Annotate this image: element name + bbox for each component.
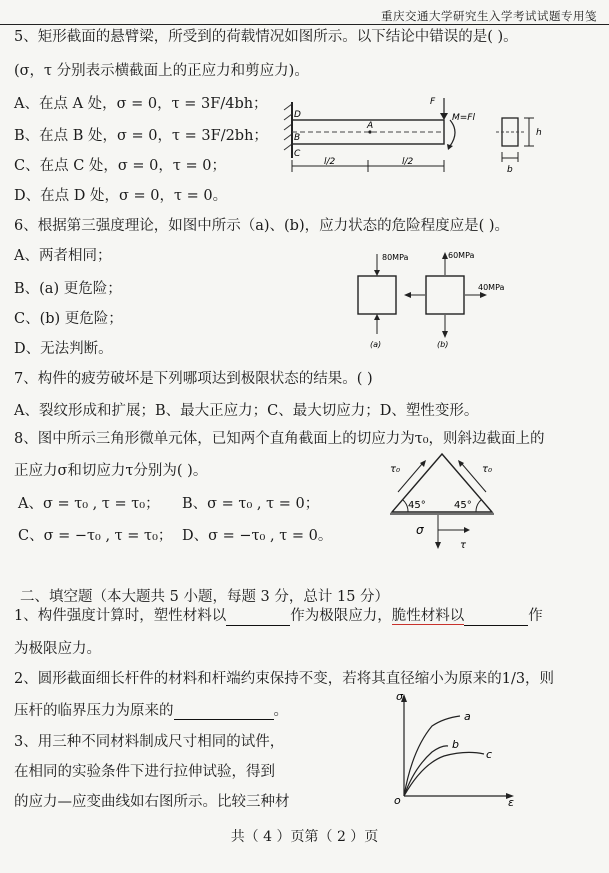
q6-label-b: (b) (437, 340, 449, 349)
curve-label-b: b (452, 738, 459, 751)
page-footer: 共（ 4 ）页第（ 2 ）页 (230, 829, 379, 845)
fill-q2-blank[interactable] (174, 705, 274, 720)
q5-option-d: D、在点 D 处，σ = 0，τ = 0。 (14, 188, 228, 204)
fill-q2-part2: 。 (273, 703, 288, 719)
q8-label-sigma: σ (416, 523, 424, 537)
section-2-title: 二、填空题（本大题共 5 小题，每题 3 分，总计 15 分） (20, 589, 390, 605)
q6-label-b-stress1: 60MPa (448, 251, 475, 260)
q5-label-half2: l/2 (402, 157, 414, 167)
q8-label-tau0-left: τ₀ (390, 464, 401, 475)
fill-q2-line2 (14, 702, 288, 720)
q8-option-d: D、σ = −τ₀ , τ = 0。 (182, 528, 333, 544)
q6-stress-figure (340, 250, 520, 355)
q8-triangle-figure (380, 450, 505, 560)
q8-stem-2: 正应力σ和切应力τ分别为( )。 (14, 463, 208, 479)
q5-option-c: C、在点 C 处，σ = 0，τ = 0； (14, 158, 227, 174)
fill-q2-part1: 压杆的临界压力为原来的 (14, 703, 174, 719)
q6-label-a-stress: 80MPa (382, 253, 409, 262)
q6-option-c: C、(b) 更危险； (14, 311, 123, 327)
fill-q1-blank1[interactable] (226, 611, 290, 626)
stress-strain-figure (380, 690, 530, 810)
q8-label-tau0-right: τ₀ (482, 464, 493, 475)
header-rule (0, 24, 609, 25)
fill-q1-part1: 1、构件强度计算时，塑性材料以 (14, 608, 227, 624)
q5-label-d: D (294, 110, 301, 120)
fill-q1-line1 (14, 607, 543, 626)
q5-option-b: B、在点 B 处，σ = 0，τ = 3F/2bh； (14, 128, 268, 144)
q6-stem: 6、根据第三强度理论，如图中所示（a)、(b)，应力状态的危险程度应是( )。 (14, 218, 510, 234)
q5-label-a: A (367, 121, 374, 131)
q8-option-b: B、σ = τ₀ , τ = 0； (182, 496, 320, 512)
q5-option-a: A、在点 A 处，σ = 0，τ = 3F/4bh； (14, 96, 268, 112)
q5-label-c: C (294, 149, 301, 159)
fill-q1-part2: 作为极限应力， (290, 608, 392, 624)
q5-label-moment: M=Fl (452, 113, 475, 123)
q8-option-c: C、σ = −τ₀ , τ = τ₀； (18, 528, 173, 544)
q5-stem: 5、矩形截面的悬臂梁，所受到的荷载情况如图所示。以下结论中错误的是( )。 (14, 29, 518, 45)
q6-option-d: D、无法判断。 (14, 341, 113, 357)
q5-label-h: h (536, 128, 542, 138)
q6-option-b: B、(a) 更危险； (14, 281, 122, 297)
q5-label-half1: l/2 (324, 157, 336, 167)
fill-q1-part4: 作 (528, 608, 543, 624)
q8-label-angle2: 45° (454, 500, 472, 511)
q6-label-b-stress2: 40MPa (478, 283, 505, 292)
fill-q3-line2: 在相同的实验条件下进行拉伸试验，得到 (14, 764, 275, 780)
q7-options: A、裂纹形成和扩展；B、最大正应力；C、最大切应力；D、塑性变形。 (14, 403, 479, 419)
q8-stem: 8、图中所示三角形微单元体，已知两个直角截面上的切应力为τ₀，则斜边截面上的 (14, 431, 545, 447)
q6-option-a: A、两者相同； (14, 248, 112, 264)
q5-label-b-width: b (507, 165, 513, 175)
curve-label-origin: o (394, 794, 401, 807)
q5-note: (σ，τ 分别表示横截面上的正应力和剪应力)。 (14, 63, 309, 79)
fill-q1-blank2[interactable] (464, 611, 528, 626)
q5-beam-figure (280, 90, 580, 185)
q8-label-tau: τ (460, 540, 467, 551)
fill-q3-line1: 3、用三种不同材料制成尺寸相同的试件， (14, 734, 285, 750)
fill-q2-line1: 2、圆形截面细长杆件的材料和杆端约束保持不变，若将其直径缩小为原来的1/3，则 (14, 671, 555, 687)
curve-label-sigma: σ (396, 690, 403, 703)
fill-q1-line2: 为极限应力。 (14, 641, 101, 657)
page-header: 重庆交通大学研究生入学考试试题专用笺 (381, 9, 597, 23)
q6-label-a: (a) (370, 340, 382, 349)
fill-q3-line3: 的应力—应变曲线如右图所示。比较三种材 (14, 794, 290, 810)
q8-option-a: A、σ = τ₀ , τ = τ₀； (18, 496, 160, 512)
q5-label-f: F (430, 97, 436, 107)
q8-label-angle1: 45° (408, 500, 426, 511)
q7-stem: 7、构件的疲劳破坏是下列哪项达到极限状态的结果。( ) (14, 371, 373, 387)
q5-label-b: B (294, 133, 301, 143)
curve-label-eps: ε (508, 796, 514, 809)
curve-label-a: a (464, 710, 471, 723)
curve-label-c: c (486, 748, 493, 761)
fill-q1-part3: 脆性材料以 (391, 608, 465, 624)
